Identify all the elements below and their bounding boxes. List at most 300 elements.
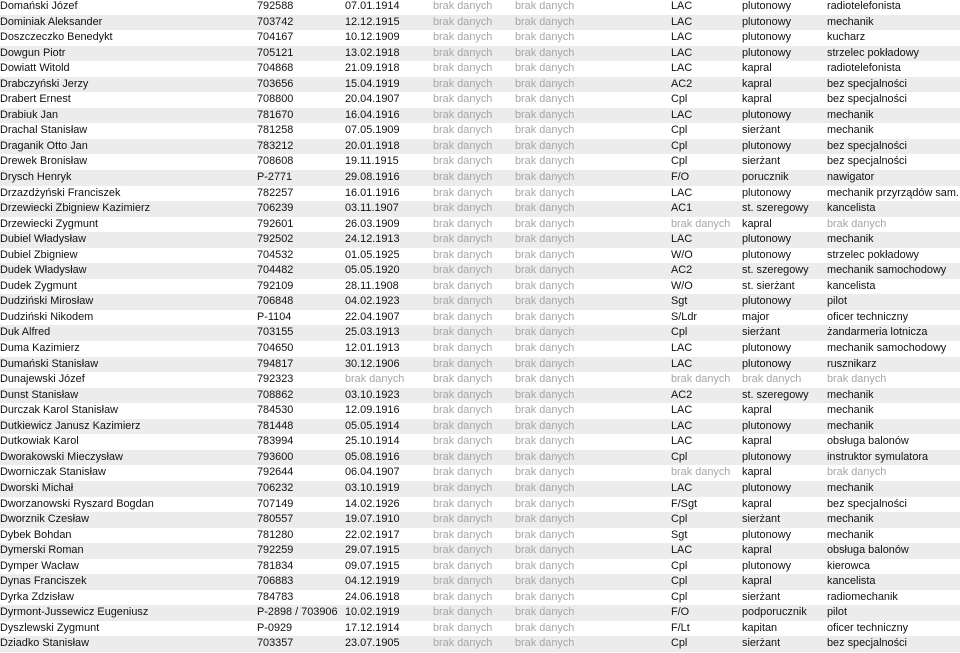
table-row [0,419,960,435]
cell-birth-date: 29.08.1916 [345,171,400,184]
cell-detail-1: brak danych [433,31,493,44]
cell-detail-1: brak danych [433,46,493,59]
cell-detail-2: brak danych [515,248,575,261]
cell-raf-rank: Cpl [671,590,688,603]
cell-service-number: P-1104 [257,310,292,323]
cell-polish-rank: plutonowy [742,528,792,541]
cell-service-number: 704650 [257,342,294,355]
cell-specialty: żandarmeria lotnicza [827,326,928,339]
cell-birth-date: 05.05.1920 [345,264,400,277]
cell-detail-2: brak danych [515,404,575,417]
cell-name: Dubiel Władysław [0,233,86,246]
cell-name: Dunajewski Józef [0,373,85,386]
table-row [0,310,960,326]
cell-specialty: brak danych [827,373,887,386]
cell-detail-2: brak danych [515,528,575,541]
cell-polish-rank: kapral [742,497,772,510]
cell-service-number: 704532 [257,248,294,261]
cell-birth-date: 14.02.1926 [345,497,400,510]
cell-detail-1: brak danych [433,637,493,650]
cell-name: Dunst Stanisław [0,388,79,401]
cell-detail-1: brak danych [433,419,493,432]
cell-specialty: bez specjalności [827,497,907,510]
table-row [0,186,960,202]
cell-raf-rank: F/O [671,171,690,184]
cell-detail-1: brak danych [433,528,493,541]
cell-raf-rank: LAC [671,108,693,121]
cell-detail-1: brak danych [433,559,493,572]
cell-service-number: 792259 [257,544,294,557]
cell-raf-rank: brak danych [671,217,731,230]
cell-name: Drabert Ernest [0,93,71,106]
cell-polish-rank: st. szeregowy [742,202,809,215]
cell-name: Dynas Franciszek [0,575,87,588]
cell-specialty: obsługa balonów [827,435,909,448]
cell-polish-rank: st. szeregowy [742,388,809,401]
cell-polish-rank: plutonowy [742,108,792,121]
cell-polish-rank: plutonowy [742,342,792,355]
table-row [0,92,960,108]
cell-raf-rank: brak danych [671,466,731,479]
cell-polish-rank: kapral [742,77,772,90]
table-row [0,232,960,248]
cell-service-number: 703742 [257,15,294,28]
cell-birth-date: 13.02.1918 [345,46,400,59]
cell-polish-rank: st. sierżant [742,279,795,292]
table-row [0,559,960,575]
cell-birth-date: 19.11.1915 [345,155,399,168]
cell-detail-1: brak danych [433,450,493,463]
cell-specialty: pilot [827,606,847,619]
cell-detail-1: brak danych [433,155,493,168]
cell-birth-date: 21.09.1918 [345,62,400,75]
cell-specialty: instruktor symulatora [827,450,929,463]
cell-name: Dymper Wacław [0,559,79,572]
table-row [0,15,960,31]
cell-detail-1: brak danych [433,497,493,510]
cell-polish-rank: plutonowy [742,186,792,199]
cell-birth-date: 25.03.1913 [345,326,400,339]
cell-service-number: 705121 [257,46,294,59]
cell-birth-date: 28.11.1908 [345,279,399,292]
cell-polish-rank: plutonowy [742,481,792,494]
cell-detail-2: brak danych [515,559,575,572]
cell-detail-2: brak danych [515,481,575,494]
cell-birth-date: 30.12.1906 [345,357,400,370]
cell-service-number: 704868 [257,62,294,75]
cell-detail-2: brak danych [515,139,575,152]
cell-polish-rank: plutonowy [742,139,792,152]
cell-birth-date: 05.08.1916 [345,450,400,463]
cell-detail-1: brak danych [433,77,493,90]
table-row [0,574,960,590]
cell-service-number: 792588 [257,0,294,12]
cell-service-number: 783994 [257,435,294,448]
cell-detail-2: brak danych [515,46,575,59]
cell-name: Duk Alfred [0,326,51,339]
cell-name: Dworakowski Mieczysław [0,450,123,463]
cell-detail-2: brak danych [515,108,575,121]
cell-detail-1: brak danych [433,373,493,386]
cell-name: Dworniczak Stanisław [0,466,106,479]
cell-detail-2: brak danych [515,124,575,137]
cell-name: Domański Józef [0,0,78,12]
cell-polish-rank: sierżant [742,326,781,339]
cell-name: Dworzanowski Ryszard Bogdan [0,497,154,510]
cell-detail-2: brak danych [515,419,575,432]
table-row [0,512,960,528]
table-row [0,403,960,419]
cell-name: Drabiuk Jan [0,108,59,121]
cell-name: Dutkiewicz Janusz Kazimierz [0,419,141,432]
cell-service-number: 708800 [257,93,294,106]
cell-service-number: 792601 [257,217,294,230]
cell-raf-rank: Cpl [671,139,688,152]
cell-raf-rank: LAC [671,62,693,75]
cell-specialty: mechanik [827,108,874,121]
cell-service-number: 706232 [257,481,294,494]
cell-detail-1: brak danych [433,233,493,246]
cell-polish-rank: plutonowy [742,357,792,370]
cell-name: Drzazdżyński Franciszek [0,186,121,199]
cell-polish-rank: st. szeregowy [742,264,809,277]
cell-birth-date: 12.09.1916 [345,404,400,417]
cell-raf-rank: Cpl [671,637,688,650]
cell-service-number: 706848 [257,295,294,308]
cell-service-number: 781670 [257,108,294,121]
table-row [0,294,960,310]
cell-specialty: mechanik samochodowy [827,264,947,277]
cell-specialty: pilot [827,295,847,308]
cell-name: Dowiatt Witold [0,62,70,75]
cell-detail-1: brak danych [433,202,493,215]
cell-birth-date: 03.11.1907 [345,202,399,215]
cell-name: Drachal Stanisław [0,124,88,137]
cell-specialty: bez specjalności [827,93,907,106]
cell-name: Dowgun Piotr [0,46,66,59]
cell-service-number: 781448 [257,419,294,432]
cell-raf-rank: Sgt [671,528,688,541]
cell-raf-rank: W/O [671,279,693,292]
cell-service-number: 708862 [257,388,294,401]
cell-birth-date: 16.01.1916 [345,186,400,199]
cell-raf-rank: AC1 [671,202,693,215]
cell-raf-rank: Cpl [671,575,688,588]
cell-polish-rank: sierżant [742,590,781,603]
table-row [0,450,960,466]
table-row [0,217,960,233]
table-row [0,170,960,186]
cell-polish-rank: sierżant [742,513,781,526]
table-row [0,154,960,170]
cell-polish-rank: sierżant [742,637,781,650]
cell-raf-rank: LAC [671,15,693,28]
cell-name: Drabczyński Jerzy [0,77,89,90]
cell-specialty: mechanik [827,404,874,417]
cell-detail-1: brak danych [433,590,493,603]
table-row [0,61,960,77]
cell-raf-rank: AC2 [671,264,693,277]
cell-name: Dutkowiak Karol [0,435,79,448]
cell-name: Dudek Zygmunt [0,279,77,292]
cell-specialty: brak danych [827,466,887,479]
cell-service-number: 704482 [257,264,294,277]
cell-detail-1: brak danych [433,326,493,339]
cell-birth-date: 22.04.1907 [345,310,400,323]
cell-polish-rank: sierżant [742,124,781,137]
table-row [0,528,960,544]
cell-detail-1: brak danych [433,217,493,230]
cell-polish-rank: major [742,310,770,323]
cell-detail-1: brak danych [433,357,493,370]
cell-name: Dominiak Aleksander [0,15,103,28]
cell-detail-1: brak danych [433,388,493,401]
cell-raf-rank: Cpl [671,124,688,137]
cell-polish-rank: kapral [742,544,772,557]
cell-detail-1: brak danych [433,248,493,261]
table-row [0,357,960,373]
cell-name: Dworznik Czesław [0,513,89,526]
cell-raf-rank: Cpl [671,450,688,463]
cell-polish-rank: kapral [742,575,772,588]
table-row [0,605,960,621]
cell-raf-rank: LAC [671,31,693,44]
table-row [0,201,960,217]
cell-detail-1: brak danych [433,124,493,137]
cell-detail-1: brak danych [433,310,493,323]
cell-specialty: mechanik [827,481,874,494]
cell-specialty: radiotelefonista [827,62,901,75]
cell-specialty: radiotelefonista [827,0,901,12]
cell-service-number: 707149 [257,497,294,510]
cell-service-number: 792109 [257,279,294,292]
cell-birth-date: 03.10.1919 [345,481,400,494]
cell-detail-2: brak danych [515,233,575,246]
cell-polish-rank: plutonowy [742,450,792,463]
table-row [0,465,960,481]
cell-raf-rank: LAC [671,435,693,448]
cell-name: Dybek Bohdan [0,528,72,541]
cell-birth-date: 25.10.1914 [345,435,400,448]
cell-name: Dudziński Mirosław [0,295,94,308]
cell-raf-rank: LAC [671,544,693,557]
cell-specialty: oficer techniczny [827,310,909,323]
cell-name: Dyrka Zdzisław [0,590,74,603]
cell-detail-1: brak danych [433,513,493,526]
cell-detail-2: brak danych [515,295,575,308]
cell-detail-2: brak danych [515,202,575,215]
cell-service-number: 704167 [257,31,294,44]
cell-birth-date: 03.10.1923 [345,388,400,401]
cell-detail-1: brak danych [433,139,493,152]
cell-service-number: 782257 [257,186,294,199]
table-row [0,30,960,46]
cell-service-number: P-2771 [257,171,293,184]
cell-detail-2: brak danych [515,373,575,386]
cell-detail-2: brak danych [515,31,575,44]
cell-detail-2: brak danych [515,497,575,510]
cell-specialty: kucharz [827,31,866,44]
cell-detail-1: brak danych [433,186,493,199]
table-row [0,248,960,264]
cell-birth-date: 10.12.1909 [345,31,400,44]
cell-name: Duma Kazimierz [0,342,80,355]
cell-detail-2: brak danych [515,171,575,184]
cell-specialty: kierowca [827,559,870,572]
cell-service-number: 703656 [257,77,294,90]
cell-detail-1: brak danych [433,544,493,557]
cell-detail-2: brak danych [515,310,575,323]
cell-birth-date: 17.12.1914 [345,621,400,634]
cell-detail-2: brak danych [515,342,575,355]
cell-name: Dymerski Roman [0,544,84,557]
cell-detail-2: brak danych [515,186,575,199]
cell-polish-rank: plutonowy [742,295,792,308]
cell-service-number: 792323 [257,373,294,386]
cell-raf-rank: LAC [671,404,693,417]
cell-service-number: 706883 [257,575,294,588]
cell-service-number: 794817 [257,357,294,370]
cell-detail-2: brak danych [515,388,575,401]
cell-detail-1: brak danych [433,279,493,292]
cell-polish-rank: podporucznik [742,606,807,619]
cell-polish-rank: plutonowy [742,31,792,44]
cell-service-number: 793600 [257,450,294,463]
cell-detail-1: brak danych [433,342,493,355]
cell-name: Doszczeczko Benedykt [0,31,113,44]
cell-specialty: mechanik [827,528,874,541]
cell-detail-1: brak danych [433,481,493,494]
cell-birth-date: 07.01.1914 [345,0,400,12]
cell-detail-2: brak danych [515,155,575,168]
cell-detail-2: brak danych [515,279,575,292]
cell-name: Drysch Henryk [0,171,72,184]
cell-detail-1: brak danych [433,466,493,479]
cell-detail-1: brak danych [433,435,493,448]
cell-name: Draganik Otto Jan [0,139,88,152]
cell-service-number: 706239 [257,202,294,215]
cell-raf-rank: Cpl [671,513,688,526]
cell-polish-rank: sierżant [742,155,781,168]
cell-specialty: mechanik samochodowy [827,342,947,355]
cell-polish-rank: plutonowy [742,248,792,261]
cell-detail-1: brak danych [433,404,493,417]
cell-detail-2: brak danych [515,357,575,370]
cell-raf-rank: brak danych [671,373,731,386]
cell-service-number: 792502 [257,233,294,246]
cell-birth-date: 12.01.1913 [345,342,400,355]
cell-detail-1: brak danych [433,15,493,28]
cell-specialty: rusznikarz [827,357,877,370]
cell-raf-rank: Cpl [671,326,688,339]
cell-polish-rank: brak danych [742,373,802,386]
cell-service-number: P-0929 [257,621,293,634]
cell-detail-2: brak danych [515,264,575,277]
cell-name: Dudek Władysław [0,264,87,277]
cell-detail-1: brak danych [433,108,493,121]
cell-raf-rank: LAC [671,233,693,246]
cell-raf-rank: LAC [671,0,693,12]
cell-raf-rank: LAC [671,481,693,494]
cell-polish-rank: kapral [742,466,772,479]
cell-name: Dudziński Nikodem [0,310,94,323]
cell-specialty: kancelista [827,202,876,215]
cell-detail-2: brak danych [515,0,575,12]
cell-service-number: 781258 [257,124,294,137]
cell-name: Dumański Stanisław [0,357,99,370]
table-row [0,0,960,15]
cell-detail-1: brak danych [433,575,493,588]
cell-birth-date: 04.02.1923 [345,295,400,308]
cell-specialty: mechanik [827,419,874,432]
cell-specialty: brak danych [827,217,887,230]
cell-service-number: 708608 [257,155,294,168]
cell-name: Dyrmont-Jussewicz Eugeniusz [0,606,149,619]
cell-specialty: nawigator [827,171,875,184]
cell-birth-date: 05.05.1914 [345,419,400,432]
cell-raf-rank: Cpl [671,559,688,572]
cell-polish-rank: kapitan [742,621,778,634]
cell-detail-2: brak danych [515,93,575,106]
cell-detail-2: brak danych [515,590,575,603]
cell-service-number: 781280 [257,528,294,541]
cell-raf-rank: Sgt [671,295,688,308]
cell-service-number: 703357 [257,637,294,650]
cell-birth-date: 01.05.1925 [345,248,400,261]
cell-specialty: obsługa balonów [827,544,909,557]
cell-raf-rank: F/Sgt [671,497,698,510]
table-row [0,481,960,497]
table-row [0,279,960,295]
cell-birth-date: 04.12.1919 [345,575,400,588]
cell-detail-1: brak danych [433,264,493,277]
cell-specialty: mechanik [827,233,874,246]
cell-birth-date: 23.07.1905 [345,637,400,650]
table-row [0,123,960,139]
cell-service-number: 783212 [257,139,294,152]
cell-detail-2: brak danych [515,544,575,557]
cell-specialty: bez specjalności [827,77,907,90]
cell-specialty: bez specjalności [827,637,907,650]
cell-polish-rank: plutonowy [742,233,792,246]
cell-polish-rank: porucznik [742,171,789,184]
cell-name: Dworski Michał [0,481,74,494]
cell-detail-2: brak danych [515,466,575,479]
cell-birth-date: 26.03.1909 [345,217,400,230]
cell-detail-1: brak danych [433,606,493,619]
cell-birth-date: 19.07.1910 [345,513,400,526]
table-row [0,372,960,388]
cell-specialty: mechanik [827,513,874,526]
cell-birth-date: 12.12.1915 [345,15,400,28]
cell-polish-rank: plutonowy [742,0,792,12]
cell-name: Dubiel Zbigniew [0,248,78,261]
cell-detail-2: brak danych [515,606,575,619]
cell-name: Dyszlewski Zygmunt [0,621,100,634]
cell-birth-date: 10.02.1919 [345,606,400,619]
table-row [0,590,960,606]
cell-birth-date: 24.06.1918 [345,590,400,603]
cell-detail-2: brak danych [515,62,575,75]
cell-polish-rank: kapral [742,435,772,448]
cell-polish-rank: kapral [742,404,772,417]
cell-name: Durczak Karol Stanisław [0,404,119,417]
cell-raf-rank: Cpl [671,155,688,168]
cell-detail-1: brak danych [433,0,493,12]
cell-specialty: mechanik przyrządów sam. [827,186,959,199]
cell-detail-2: brak danych [515,637,575,650]
cell-birth-date: 20.04.1907 [345,93,400,106]
